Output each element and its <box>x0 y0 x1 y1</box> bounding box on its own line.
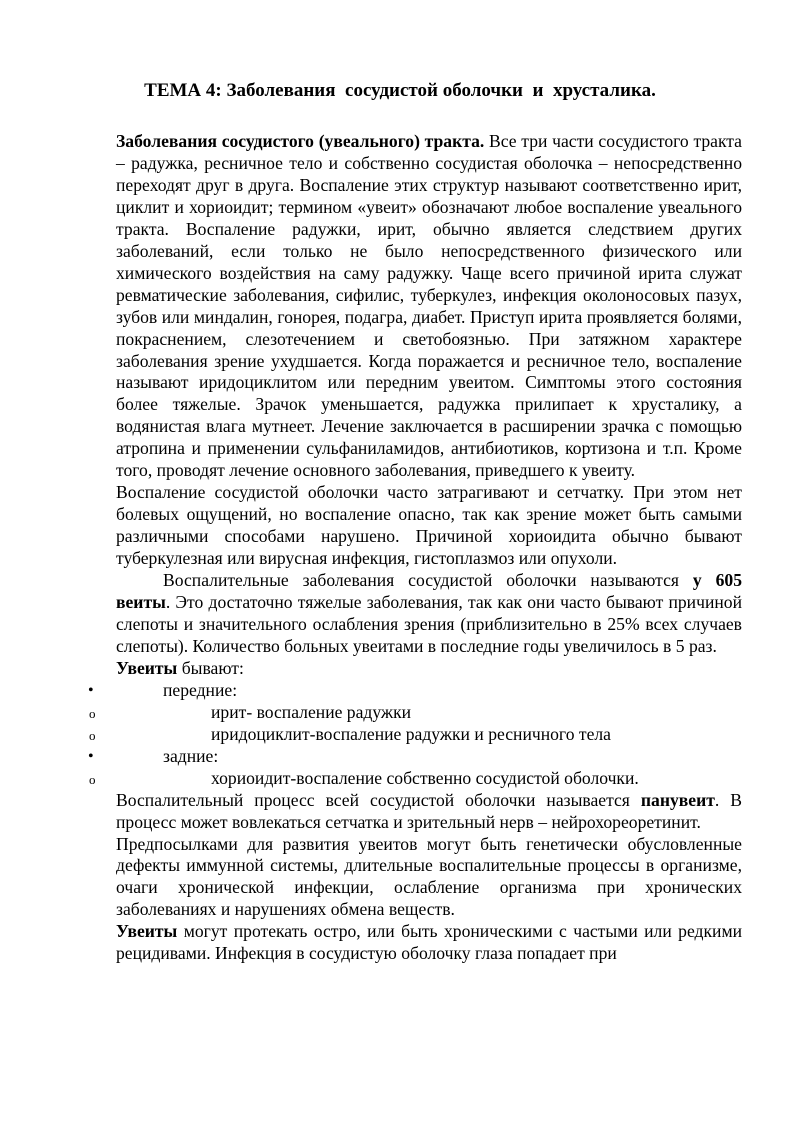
circle-bullet-icon: o <box>89 727 96 743</box>
page-title: ТЕМА 4: Заболевания сосудистой оболочки и хрусталика. <box>144 80 656 101</box>
paragraph-text: Воспалительные заболевания сосудистой оболочки называются <box>163 570 693 591</box>
list-item-text: ирит- воспаление радужки <box>211 701 412 722</box>
list-item-text: хориоидит-воспаление собственно сосудистой оболочки. <box>211 767 639 788</box>
uveitis-types-list <box>88 679 742 790</box>
paragraph-uveal-tract <box>116 131 742 482</box>
bullet-icon: • <box>88 681 94 699</box>
circle-bullet-icon: o <box>89 771 96 787</box>
paragraph-text: Все три части сосудистого тракта – радужка, ресничное тело и собственно сосудистая оболочка – непосредственно переходят друг в друга. Воспаление этих структур называют соответственно ирит, циклит и хориоидит; термином «увеит» обозначают любое воспаление увеального тракта. Воспаление радужки, ирит, обычно является следствием других заболеваний, если только не было непосредственного физического или химического воздействия на саму радужку. Чаще всего причиной ирита служат ревматические заболевания, сифилис, туберкулез, инфекция околоносовых пазух, зубов или миндалин, гонорея, подагра, диабет. Приступ ирита проявляется болями, покраснением, слезотечением и светобоязнью. При затяжном характере заболевания зрение ухудшается. Когда поражается и ресничное тело, воспаление называют иридоциклитом или передним увеитом. Симптомы этого состояния более тяжелые. Зрачок уменьшается, радужка прилипает к хрусталику, а водянистая влага мутнеет. Лечение заключается в расширении зрачка с помощью атропина и применении сульфаниламидов, антибиотиков, кортизона и т.п. Кроме того, проводят лечение основного заболевания, приведшего к увеиту. <box>116 131 742 481</box>
paragraph-preconditions <box>116 834 742 922</box>
paragraph-text: Воспаление сосудистой оболочки часто затрагивают и сетчатку. При этом нет болевых ощущений, но воспаление опасно, так как зрение может быть самыми различными способами нарушено. Причиной хориоидита обычно бывают туберкулезная или вирусная инфекция, гистоплазмоз или опухоли. <box>116 482 742 569</box>
list-item <box>89 767 742 790</box>
paragraph-choroiditis <box>116 482 742 570</box>
bullet-icon: • <box>88 747 94 765</box>
paragraph-panuveitis <box>116 790 742 834</box>
paragraph-uveitis-types <box>116 658 742 680</box>
list-item <box>88 745 742 768</box>
term-uveitis: у 605 веиты <box>116 570 742 613</box>
paragraph-text: Воспалительный процесс всей сосудистой оболочки называется <box>116 789 641 810</box>
term-uveitis: Увеиты <box>116 921 178 942</box>
paragraph-text: могут протекать остро, или быть хроническими с частыми или редкими рецидивами. Инфекция в сосудистую оболочку глаза попадает при <box>116 921 742 964</box>
paragraph-text: бывают: <box>177 657 244 678</box>
list-item <box>89 701 742 724</box>
list-item <box>89 723 742 746</box>
document-body <box>88 131 742 965</box>
term-panuveitis: панувеит <box>640 789 715 810</box>
paragraph-course <box>116 921 742 965</box>
list-item-text: задние: <box>163 745 219 766</box>
paragraph-heading: Заболевания сосудистого (увеального) тракта. <box>116 131 485 151</box>
paragraph-text: . В процесс может вовлекаться сетчатка и зрительный нерв – нейрохореоретинит. <box>116 789 742 832</box>
paragraph-text: Предпосылками для развития увеитов могут быть генетически обусловленные дефекты иммунной системы, длительные воспалительные процессы в организме, очаги хронической инфекции, ослабление организма при хронических заболеваниях и нарушениях обмена веществ. <box>116 833 742 920</box>
list-item <box>88 679 742 702</box>
paragraph-text: . Это достаточно тяжелые заболевания, так как они часто бывают причиной слепоты и значительного ослабления зрения (приблизительно в 25% всех случаев слепоты). Количество больных увеитами в последние годы увеличилось в 5 раз. <box>116 592 742 656</box>
list-item-text: иридоциклит-воспаление радужки и ресничного тела <box>211 723 611 744</box>
term-uveitis: Увеиты <box>116 657 178 678</box>
list-item-text: передние: <box>163 679 238 700</box>
circle-bullet-icon: o <box>89 705 96 721</box>
paragraph-uveitis-definition <box>116 570 742 658</box>
